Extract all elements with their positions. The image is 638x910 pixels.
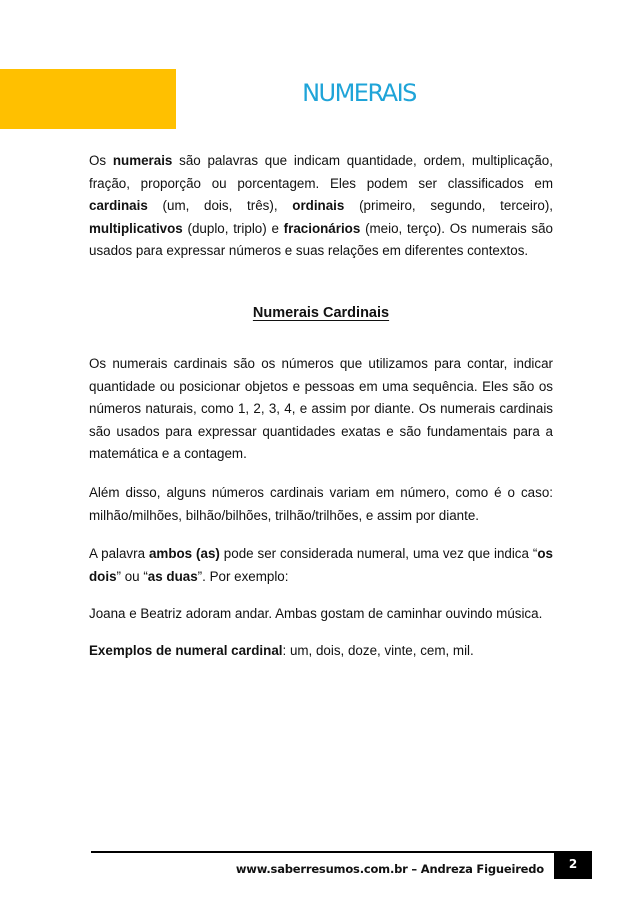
bold-term: ordinais [292,198,345,214]
text-run: (um, dois, três), [147,198,293,214]
bold-term: ambos (as) [148,546,220,561]
text-run: pode ser considerada numeral, uma vez que indica “ [219,546,538,561]
bold-term: multiplicativos [89,220,183,236]
examples-label: Exemplos de numeral cardinal [89,643,283,658]
intro-text [89,150,553,263]
examples-text: : um, dois, doze, vinte, cem, mil. [282,643,474,658]
text-run: Os [89,153,113,168]
cardinal-definition-paragraph [89,353,553,466]
bold-term: as duas [147,568,198,584]
example-sentence-paragraph [89,603,553,626]
section-title: Numerais Cardinais [252,305,390,321]
bold-term: numerais [112,153,173,168]
bold-term: cardinais [89,198,148,214]
text-run: são palavras que indicam quantidade, ordem, multiplicação, fração, proporção ou porcentagem. Eles podem ser classificados em [89,153,553,191]
ambos-text [89,543,553,588]
examples-list-paragraph [89,640,553,663]
page-title: NUMERAIS [302,79,416,107]
text-run: ” ou “ [116,568,148,584]
footer-divider [91,851,554,853]
intro-paragraph [89,150,553,263]
bold-term: os dois [89,546,553,584]
page-number: 2 [554,851,592,879]
text-run: (meio, terço). Os numerais são usados para expressar números e suas relações em diferentes contextos. [89,220,553,259]
footer-credit: www.saberresumos.com.br – Andreza Figueiredo [235,862,544,876]
bold-term: fracionários [283,220,361,236]
cardinal-variation-paragraph [89,482,553,527]
cardinal-variation-text: Além disso, alguns números cardinais variam em número, como é o caso: milhão/milhões, bilhão/bilhões, trilhão/trilhões, e assim por diante. [89,485,553,523]
example-sentence: Joana e Beatriz adoram andar. Ambas gostam de caminhar ouvindo música. [89,606,543,621]
text-run: A palavra [89,546,149,561]
text-run: (duplo, triplo) e [182,220,284,236]
cardinal-definition-text: Os numerais cardinais são os números que utilizamos para contar, indicar quantidade ou posicionar objetos e pessoas em uma sequência. Eles são os números naturais, como 1, 2, 3, 4, e assim por diante. Os numerais cardinais são usados para expressar quantidades exatas e são fundamentais para a matemática e a contagem. [89,356,553,462]
text-run: ”. Por exemplo: [197,568,289,584]
text-run: (primeiro, segundo, terceiro), [344,198,553,214]
ambos-paragraph [89,543,553,588]
